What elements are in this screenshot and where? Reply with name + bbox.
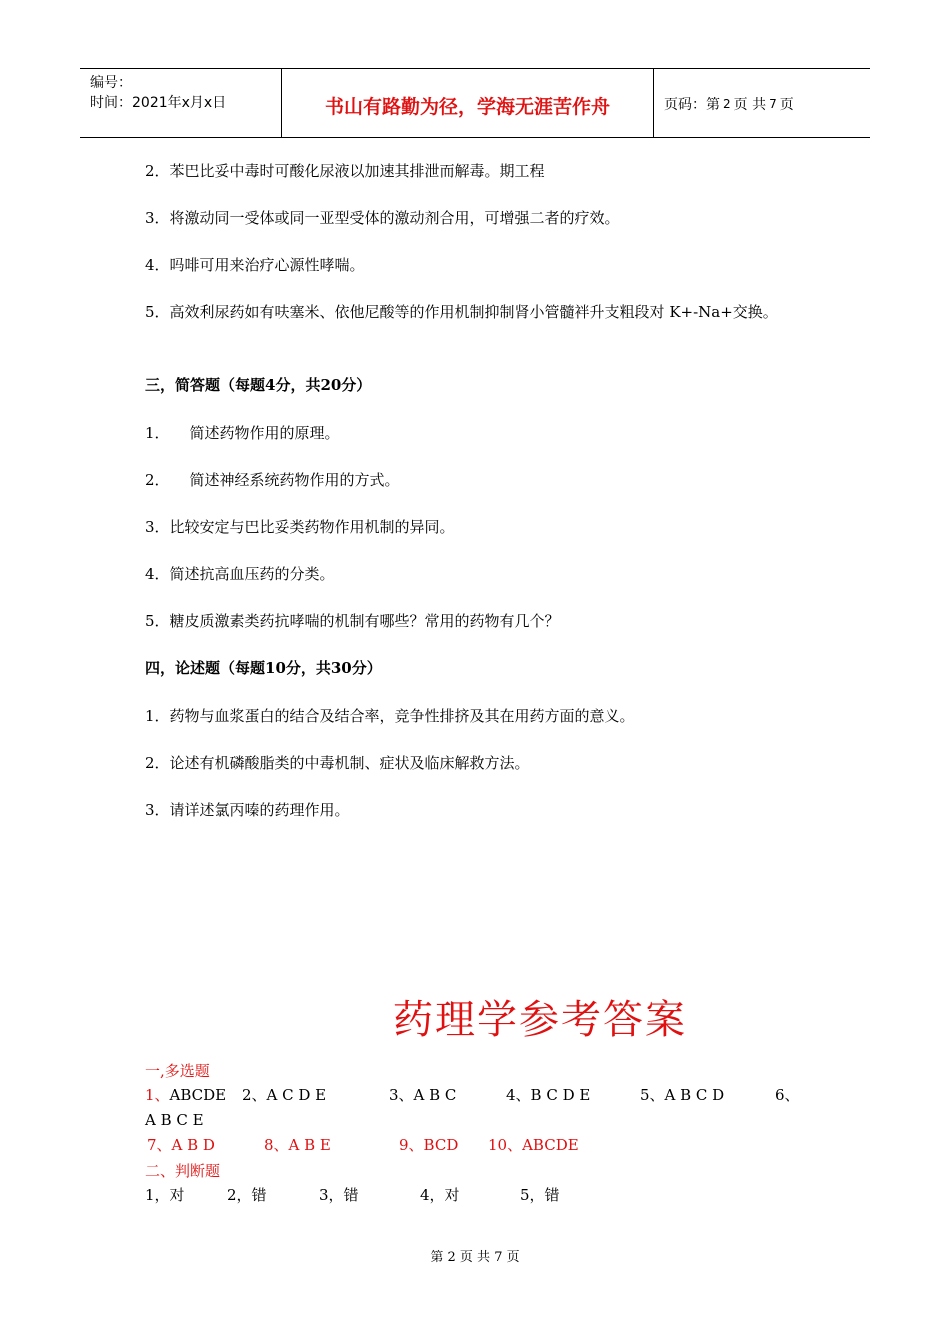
answer-title: 药理学参考答案 (393, 997, 687, 1043)
page-footer: 第 2 页 共 7 页 (430, 1250, 520, 1265)
item-number: 2． (145, 471, 170, 489)
item-text: 糖皮质激素类药抗哮喘的机制有哪些？常用的药物有几个？ (169, 612, 560, 630)
judgement-item: 2．苯巴比妥中毒时可酸化尿液以加速其排泄而解毒。期工程 (145, 162, 545, 180)
document-date: 时间：2021年x月x日 (90, 95, 227, 111)
page-prefix: 页码：第 (664, 97, 720, 113)
answer-mc-value: 7、A B D (147, 1136, 215, 1154)
answer-mc-value: 10、ABCDE (488, 1136, 579, 1154)
section-heading-short-answer: 三，简答题（每题4分，共20分） (145, 376, 372, 394)
item-text: 简述药物作用的原理。 (189, 424, 340, 442)
short-answer-item (145, 515, 455, 539)
answer-mc-value: 5、A B C D (640, 1086, 725, 1104)
page-number: 2 (723, 97, 731, 111)
answer-mc-num: 1、 (145, 1086, 170, 1104)
page-suffix: 页 (779, 97, 794, 113)
header-meta (80, 69, 282, 137)
answer-tf-value: 3，错 (319, 1186, 359, 1204)
answer-tf-value: 2，错 (227, 1186, 267, 1204)
essay-item: 1．药物与血浆蛋白的结合及结合率，竞争性排挤及其在用药方面的意义。 (145, 707, 635, 725)
judgement-item: 4．吗啡可用来治疗心源性哮喘。 (145, 256, 365, 274)
answer-mc-value: 8、A B E (264, 1136, 331, 1154)
answer-mc-row (145, 1084, 815, 1106)
answer-mc-value: 4、B C D E (506, 1086, 591, 1104)
section-heading-essay: 四，论述题（每题10分，共30分） (145, 659, 382, 677)
answer-mc-value: 6、 (775, 1086, 800, 1104)
answer-mc-value: ABCDE (169, 1086, 227, 1104)
item-text: 比较安定与巴比妥类药物作用机制的异同。 (169, 518, 455, 536)
short-answer-item (145, 609, 560, 633)
answer-mc-value: 3、A B C (389, 1086, 457, 1104)
header-page-info (654, 69, 870, 137)
page-mid: 页 共 (733, 97, 767, 113)
page-header (80, 68, 870, 138)
answer-tf-value: 1，对 (145, 1186, 185, 1204)
item-text: 简述神经系统药物作用的方式。 (189, 471, 400, 489)
short-answer-item (145, 562, 335, 586)
item-number: 5． (145, 612, 170, 630)
answer-mc-value: 9、BCD (399, 1136, 459, 1154)
judgement-item: 5．高效利尿药如有呋塞米、依他尼酸等的作用机制抑制肾小管髓袢升支粗段对 K+-Na+交换。 (145, 303, 778, 321)
essay-item: 3．请详述氯丙嗪的药理作用。 (145, 801, 350, 819)
judgement-item: 3．将激动同一受体或同一亚型受体的激动剂合用，可增强二者的疗效。 (145, 209, 620, 227)
item-number: 4． (145, 565, 170, 583)
item-number: 1． (145, 424, 170, 442)
short-answer-item (145, 421, 340, 445)
short-answer-item (145, 468, 400, 492)
essay-item: 2．论述有机磷酸脂类的中毒机制、症状及临床解救方法。 (145, 754, 530, 772)
header-motto: 书山有路勤为径，学海无涯苦作舟 (282, 69, 654, 137)
answer-tf-value: 4，对 (420, 1186, 460, 1204)
answer-tf-heading: 二、判断题 (145, 1162, 221, 1180)
item-number: 3． (145, 518, 170, 536)
answer-tf-value: 5，错 (520, 1186, 560, 1204)
answer-mc-heading: 一,多选题 (145, 1062, 210, 1080)
answer-mc-row: A B C E (145, 1111, 204, 1129)
document-number-label: 编号： (90, 75, 132, 91)
answer-mc-value: 2、A C D E (242, 1086, 327, 1104)
page-total: 7 (769, 97, 777, 111)
item-text: 简述抗高血压药的分类。 (169, 565, 335, 583)
